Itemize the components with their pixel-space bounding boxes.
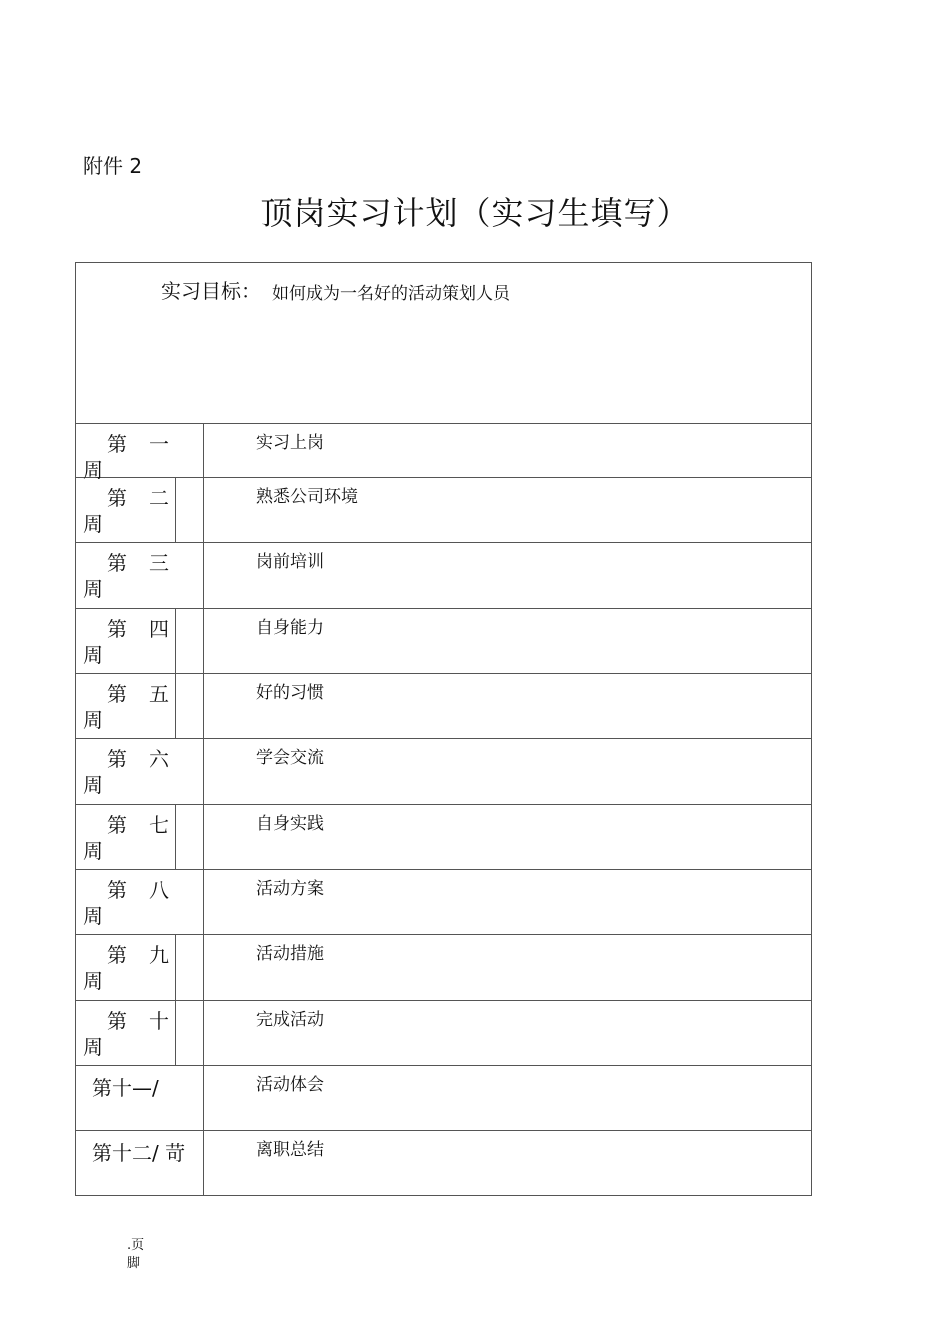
week-di: 第 — [107, 1009, 127, 1033]
column-divider — [203, 805, 204, 869]
footer-line-1: .页 — [127, 1238, 145, 1253]
week-content: 岗前培训 — [256, 552, 324, 572]
week-di: 第 — [107, 432, 127, 456]
column-divider-inner — [175, 478, 176, 542]
internship-plan-table — [75, 262, 812, 1196]
week-row-4 — [76, 609, 811, 674]
week-number: 六 — [149, 747, 169, 771]
week-content: 学会交流 — [256, 748, 324, 768]
week-zhou: 周 — [83, 577, 103, 601]
week-content: 自身能力 — [256, 618, 324, 638]
goal-cell — [76, 263, 811, 424]
column-divider-inner — [175, 609, 176, 673]
week-number: 三 — [149, 551, 169, 575]
week-label: 第十二/ 苛 — [92, 1141, 186, 1165]
column-divider — [203, 1131, 204, 1195]
week-content: 活动措施 — [256, 944, 324, 964]
week-content: 实习上岗 — [256, 433, 324, 453]
week-zhou: 周 — [83, 643, 103, 667]
week-content: 自身实践 — [256, 814, 324, 834]
week-row-3 — [76, 543, 811, 609]
week-di: 第 — [107, 813, 127, 837]
week-zhou: 周 — [83, 708, 103, 732]
week-row-1 — [76, 424, 811, 482]
page-footer — [127, 1237, 144, 1273]
week-row-2 — [76, 478, 811, 543]
column-divider — [203, 424, 204, 477]
week-row-11 — [76, 1066, 811, 1131]
week-number: 二 — [149, 486, 169, 510]
column-divider — [203, 935, 204, 1000]
week-zhou: 周 — [83, 969, 103, 993]
week-number: 四 — [149, 617, 169, 641]
week-number: 九 — [149, 943, 169, 967]
week-row-5 — [76, 674, 811, 739]
week-number: 七 — [149, 813, 169, 837]
column-divider-inner — [175, 935, 176, 1000]
week-content: 完成活动 — [256, 1010, 324, 1030]
column-divider — [203, 674, 204, 738]
week-zhou: 周 — [83, 773, 103, 797]
column-divider — [203, 609, 204, 673]
week-content: 离职总结 — [256, 1140, 324, 1160]
week-di: 第 — [107, 943, 127, 967]
week-number: 五 — [149, 682, 169, 706]
footer-line-2: 脚 — [127, 1256, 141, 1271]
column-divider-inner — [175, 805, 176, 869]
week-zhou: 周 — [83, 839, 103, 863]
goal-label: 实习目标： — [161, 279, 261, 303]
week-row-10 — [76, 1001, 811, 1066]
week-content: 好的习惯 — [256, 683, 324, 703]
column-divider — [203, 1066, 204, 1130]
week-di: 第 — [107, 682, 127, 706]
column-divider — [203, 543, 204, 608]
week-row-6 — [76, 739, 811, 805]
week-row-12 — [76, 1131, 811, 1195]
goal-text: 如何成为一名好的活动策划人员 — [272, 284, 510, 304]
week-content: 活动方案 — [256, 879, 324, 899]
page-title: 顶岗实习计划（实习生填写） — [260, 194, 690, 232]
column-divider — [203, 478, 204, 542]
week-di: 第 — [107, 878, 127, 902]
week-zhou: 周 — [83, 512, 103, 536]
column-divider — [203, 1001, 204, 1065]
column-divider-inner — [175, 674, 176, 738]
week-number: 十 — [149, 1009, 169, 1033]
column-divider-inner — [175, 1001, 176, 1065]
week-label: 第十—/ — [92, 1076, 159, 1100]
week-zhou: 周 — [83, 458, 103, 482]
week-number: 八 — [149, 878, 169, 902]
week-content: 熟悉公司环境 — [256, 487, 358, 507]
week-row-9 — [76, 935, 811, 1001]
week-content: 活动体会 — [256, 1075, 324, 1095]
week-di: 第 — [107, 486, 127, 510]
column-divider — [203, 870, 204, 934]
column-divider — [203, 739, 204, 804]
week-zhou: 周 — [83, 904, 103, 928]
week-row-8 — [76, 870, 811, 935]
attachment-label: 附件 2 — [83, 154, 143, 178]
week-row-7 — [76, 805, 811, 870]
week-di: 第 — [107, 617, 127, 641]
week-di: 第 — [107, 551, 127, 575]
week-zhou: 周 — [83, 1035, 103, 1059]
week-number: 一 — [149, 432, 169, 456]
week-di: 第 — [107, 747, 127, 771]
